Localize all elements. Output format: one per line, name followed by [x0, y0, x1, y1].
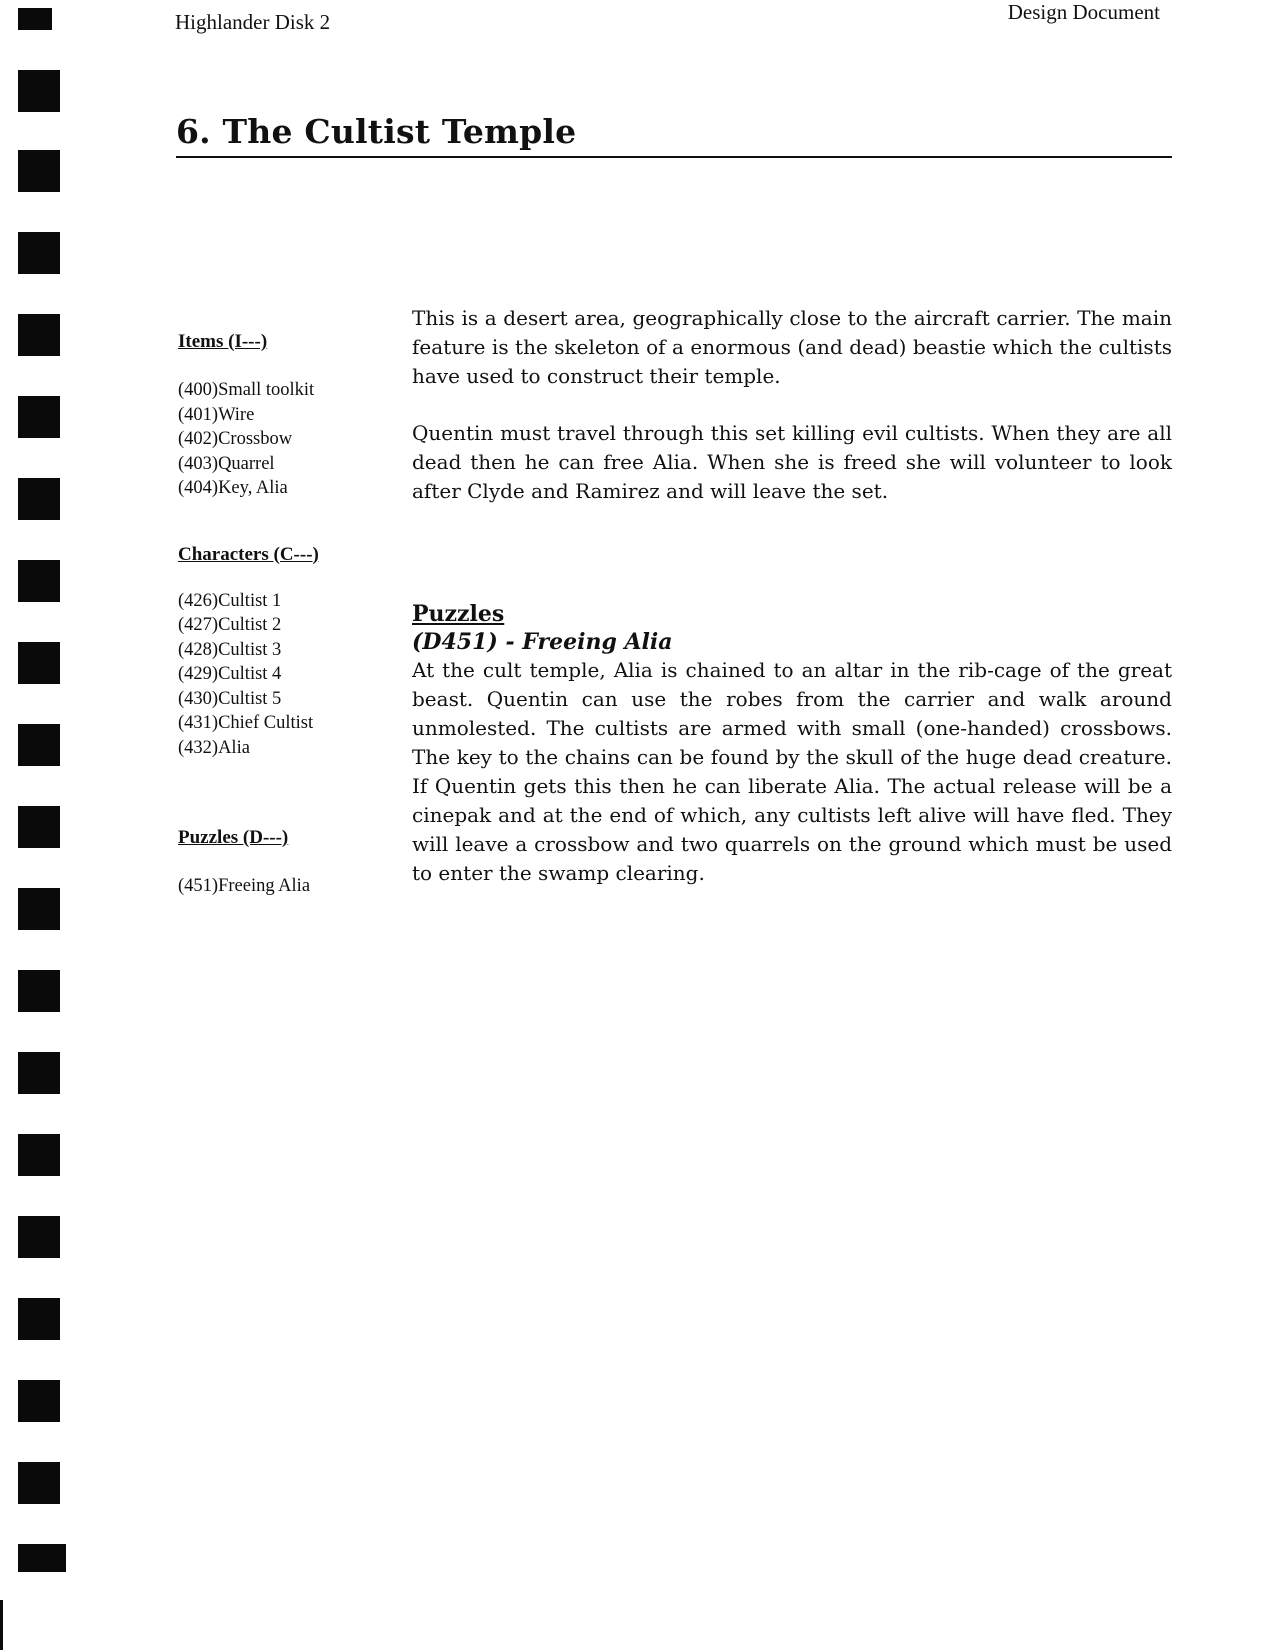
binding-hole: [18, 888, 60, 930]
characters-heading: Characters (C---): [178, 543, 319, 565]
binding-hole: [18, 1462, 60, 1504]
binding-hole: [18, 1380, 60, 1422]
running-header-left: Highlander Disk 2: [175, 10, 331, 34]
binding-hole: [18, 8, 52, 30]
intro-paragraph: This is a desert area, geographically close to the aircraft carrier. The main feature is the skeleton of a enormous (and dead) beastie which the cultists have used to construct their temple.: [412, 306, 1172, 388]
binding-hole: [18, 150, 60, 192]
list-item: (427)Cultist 2: [178, 615, 282, 635]
puzzles-section: [178, 826, 388, 899]
list-item: (431)Chief Cultist: [178, 713, 314, 733]
binding-strip: [0, 0, 80, 1650]
puzzles-list: [178, 874, 388, 899]
title-rule: [176, 156, 1172, 158]
list-item: (429)Cultist 4: [178, 664, 282, 684]
list-item: (426)Cultist 1: [178, 590, 282, 611]
puzzle-title: (D451) - Freeing Alia: [412, 629, 673, 655]
puzzles-heading: Puzzles: [412, 601, 505, 627]
index-sidebar: [178, 330, 388, 899]
list-item: (401)Wire: [178, 404, 255, 425]
binding-hole: [18, 1134, 60, 1176]
puzzles-index-heading: Puzzles (D---): [178, 827, 289, 848]
items-section: [178, 330, 388, 501]
running-header-right: Design Document: [1007, 0, 1160, 24]
binding-hole: [18, 970, 60, 1012]
list-item: (400)Small toolkit: [178, 380, 315, 400]
items-list: [178, 378, 388, 501]
binding-hole: [18, 1544, 66, 1572]
list-item: (428)Cultist 3: [178, 639, 282, 660]
main-content: [412, 304, 1172, 888]
characters-section: [178, 543, 388, 761]
binding-hole: [18, 396, 60, 438]
binding-hole: [18, 724, 60, 766]
binding-hole: [18, 314, 60, 356]
list-item: (432)Alia: [178, 737, 250, 758]
binding-hole: [18, 560, 60, 602]
binding-hole: [18, 806, 60, 848]
list-item: (402)Crossbow: [178, 429, 293, 449]
puzzle-section: [412, 600, 1172, 888]
binding-hole: [18, 642, 60, 684]
binding-hole: [18, 70, 60, 112]
items-heading: Items (I---): [178, 331, 268, 352]
list-item: (451)Freeing Alia: [178, 876, 311, 896]
binding-hole: [18, 1052, 60, 1094]
characters-list: [178, 589, 388, 761]
list-item: (430)Cultist 5: [178, 688, 282, 709]
binding-hole: [18, 232, 60, 274]
binding-hole: [18, 478, 60, 520]
page-title: 6. The Cultist Temple: [176, 112, 577, 151]
list-item: (404)Key, Alia: [178, 478, 288, 498]
binding-hole: [18, 1298, 60, 1340]
puzzle-description: At the cult temple, Alia is chained to an altar in the rib-cage of the great beast. Quentin can use the robes from the carrier and walk around unmolested. The cultists are armed with small (one-handed) crossbows. The key to the chains can be found by the skull of the huge dead creature. If Quentin gets this then he can liberate Alia. The actual release will be a cinepak and at the end of which, any cultists left alive will have fled. They will leave a crossbow and two quarrels on the ground which must be used to enter the swamp clearing.: [412, 658, 1172, 885]
binding-hole: [18, 1216, 60, 1258]
list-item: (403)Quarrel: [178, 453, 275, 474]
quest-paragraph: Quentin must travel through this set killing evil cultists. When they are all dead then he can free Alia. When she is freed she will volunteer to look after Clyde and Ramirez and will leave the set.: [412, 421, 1172, 503]
edge-mark: [0, 1600, 3, 1650]
